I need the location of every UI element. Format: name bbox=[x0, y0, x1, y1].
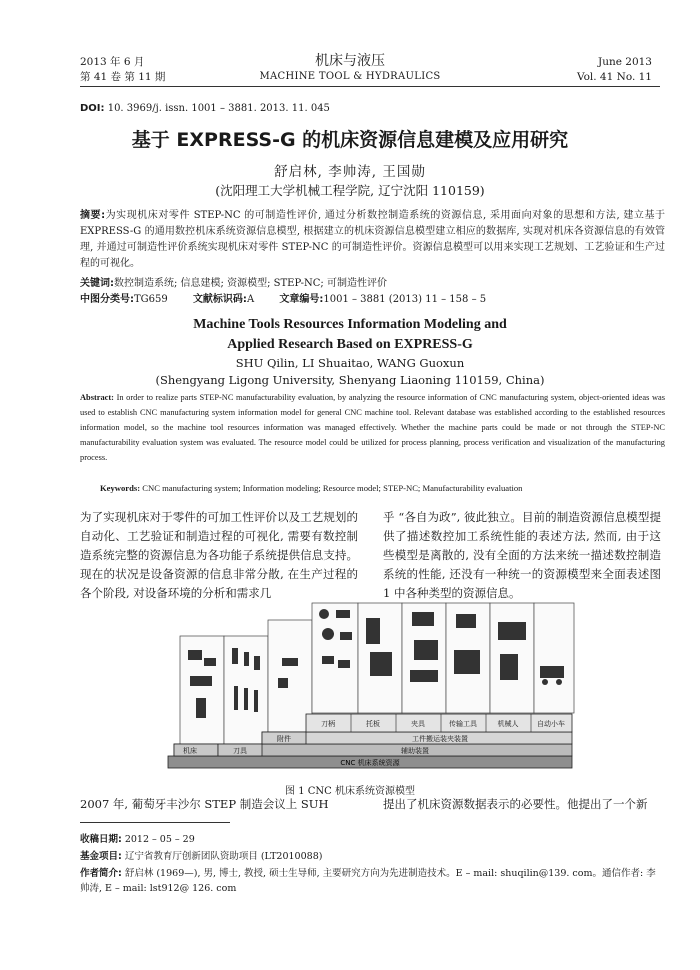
keywords-cn bbox=[80, 274, 665, 289]
author-bio-value: 舒启林 (1969—), 男, 博士, 教授, 硕士生导师, 主要研究方向为先进制造技术。E – mail: shuqilin@139. com。通信作者: 李帅涛, E – mail: lst912@ 126. com bbox=[80, 868, 656, 894]
category-holder: 刀柄 bbox=[321, 720, 335, 728]
body-column-left: 为了实现机床对于零件的可加工性评价以及工艺规划的自动化、工艺验证和制造过程的可视化, 需要有数控制造系统完整的资源信息为各功能子系统提供信息支持。现在的状况是设备资源的信息非常分散, 在生产过程的各个阶段, 对设备环境的分析和需求几 bbox=[80, 510, 358, 600]
journal-name-cn: 机床与液压 bbox=[315, 53, 385, 69]
doi-label: DOI: bbox=[80, 103, 105, 114]
clc-label: 中图分类号: bbox=[80, 294, 134, 305]
header-right bbox=[577, 55, 652, 85]
keywords-en bbox=[100, 483, 665, 493]
article-no-value: 1001 – 3881 (2013) 11 – 158 – 5 bbox=[323, 294, 487, 305]
layer-machine-label: 机床 bbox=[183, 747, 197, 755]
doi bbox=[80, 103, 330, 114]
received-label: 收稿日期: bbox=[80, 834, 122, 845]
author-bio-label: 作者简介: bbox=[80, 868, 122, 879]
abstract-en bbox=[80, 390, 665, 465]
keywords-en-text: CNC manufacturing system; Information modeling; Resource model; STEP-NC; Manufacturability evaluation bbox=[140, 483, 523, 493]
figure-1-resource-model bbox=[160, 598, 580, 773]
footnote-received bbox=[80, 832, 665, 847]
paper-title-cn: 基于 EXPRESS-G 的机床资源信息建模及应用研究 bbox=[131, 129, 569, 151]
abstract-cn-label: 摘要: bbox=[80, 210, 106, 221]
doi-value: 10. 3969/j. issn. 1001 – 3881. 2013. 11. 045 bbox=[104, 103, 330, 114]
affiliation-cn: (沈阳理工大学机械工程学院, 辽宁沈阳 110159) bbox=[215, 183, 485, 198]
layer-fixture-system-label: 工件搬运装夹装置 bbox=[412, 735, 468, 743]
category-fixture: 夹具 bbox=[411, 720, 425, 728]
keywords-en-label: Keywords: bbox=[100, 483, 141, 493]
figure-1-caption: 图 1 CNC 机床系统资源模型 bbox=[285, 786, 415, 797]
paper-title-en-line2: Applied Research Based on EXPRESS-G bbox=[227, 337, 473, 352]
layer-cnc-resources-label: CNC 机床系统资源 bbox=[340, 759, 400, 767]
fund-value: 辽宁省教育厅创新团队资助项目 (LT2010088) bbox=[121, 851, 323, 862]
volume-cn: 第 41 卷 第 11 期 bbox=[80, 71, 166, 83]
attachment-images-panel bbox=[268, 620, 312, 732]
received-value: 2012 – 05 – 29 bbox=[121, 834, 195, 845]
header-divider bbox=[80, 86, 660, 87]
footnote-fund bbox=[80, 849, 665, 864]
body-tail-right: 提出了机床资源数据表示的必要性。他提出了一个新 bbox=[383, 797, 648, 811]
category-pallet: 托板 bbox=[366, 720, 380, 728]
category-robot: 机械人 bbox=[497, 720, 519, 728]
authors-cn: 舒启林, 李帅涛, 王国勋 bbox=[274, 164, 426, 180]
layer-tool-label: 刀具 bbox=[233, 747, 247, 755]
paper-title-en-line1: Machine Tools Resources Information Modeling and bbox=[193, 317, 507, 332]
footnote-divider bbox=[80, 822, 230, 823]
affiliation-en: (Shengyang Ligong University, Shenyang Liaoning 110159, China) bbox=[155, 373, 545, 387]
keywords-cn-text: 数控制造系统; 信息建模; 资源模型; STEP-NC; 可制造性评价 bbox=[114, 278, 387, 289]
issue-date-cn: 2013 年 6 月 bbox=[80, 56, 145, 68]
footnote-author bbox=[80, 866, 665, 896]
classification-cn bbox=[80, 290, 665, 305]
abstract-en-label: Abstract: bbox=[80, 393, 114, 402]
authors-en: SHU Qilin, LI Shuaitao, WANG Guoxun bbox=[235, 356, 465, 370]
abstract-en-text: In order to realize parts STEP-NC manufacturability evaluation, by analyzing the resource information of CNC manufacturing system, object-oriented ideas was used to establish CNC manufacturing system information model for general CNC machine tool. Relevant database was established according to the established resources information model, so the machine tool resources information was managed effectively. Whether the machine parts could be made or not through the STEP-NC manufacturability evaluation system was evaluated. The resource model could be utilized for process planning, process verification and visualization of the manufacturing process. bbox=[80, 393, 665, 462]
category-transfer: 传输工具 bbox=[449, 720, 477, 728]
keywords-cn-label: 关键词: bbox=[80, 278, 114, 289]
issue-date-en: June 2013 bbox=[597, 56, 652, 68]
paper-title-en bbox=[0, 315, 700, 355]
layer-aux-devices-label: 辅助装置 bbox=[401, 747, 429, 755]
abstract-cn-text: 为实现机床对零件 STEP-NC 的可制造性评价, 通过分析数控制造系统的资源信息, 采用面向对象的思想和方法, 建立基于 EXPRESS-G 的通用数控机床系统资源信息模型, 根据建立的机床资源信息模型建立相应的数据库, 实现对机床各资源信息的有效管理, 并通过可制造性评价系统实现机床对零件 STEP-NC 的可制造性评价。资源信息模型可以用来实现工艺规划、工艺验证和生产过程的可视化。 bbox=[80, 210, 666, 269]
agv-images-panel bbox=[534, 603, 574, 713]
abstract-cn bbox=[80, 208, 665, 272]
body-tail-left: 2007 年, 葡萄牙丰沙尔 STEP 制造会议上 SUH bbox=[80, 797, 329, 811]
body-column-right: 乎 “各自为政”, 彼此独立。目前的制造资源信息模型提供了描述数控加工系统性能的表述方法, 然而, 由于这些模型是离散的, 没有全面的方法来统一描述数控制造系统的性能, 还没有一种统一的资源模型来全面表述图1 中各种类型的资源信息。 bbox=[383, 510, 661, 600]
layer-attach-label: 附件 bbox=[277, 735, 291, 743]
doc-code-value: A bbox=[246, 294, 255, 305]
layer-top-categories bbox=[306, 714, 572, 732]
clc-value: TG659 bbox=[134, 294, 168, 305]
volume-en: Vol. 41 No. 11 bbox=[576, 71, 652, 83]
doc-code-label: 文献标识码: bbox=[192, 294, 247, 305]
holder-images-panel bbox=[312, 603, 358, 713]
category-agv: 自动小车 bbox=[537, 720, 565, 728]
journal-name-en: MACHINE TOOL & HYDRAULICS bbox=[259, 71, 441, 82]
fund-label: 基金项目: bbox=[80, 851, 122, 862]
article-no-label: 文章编号: bbox=[279, 294, 324, 305]
